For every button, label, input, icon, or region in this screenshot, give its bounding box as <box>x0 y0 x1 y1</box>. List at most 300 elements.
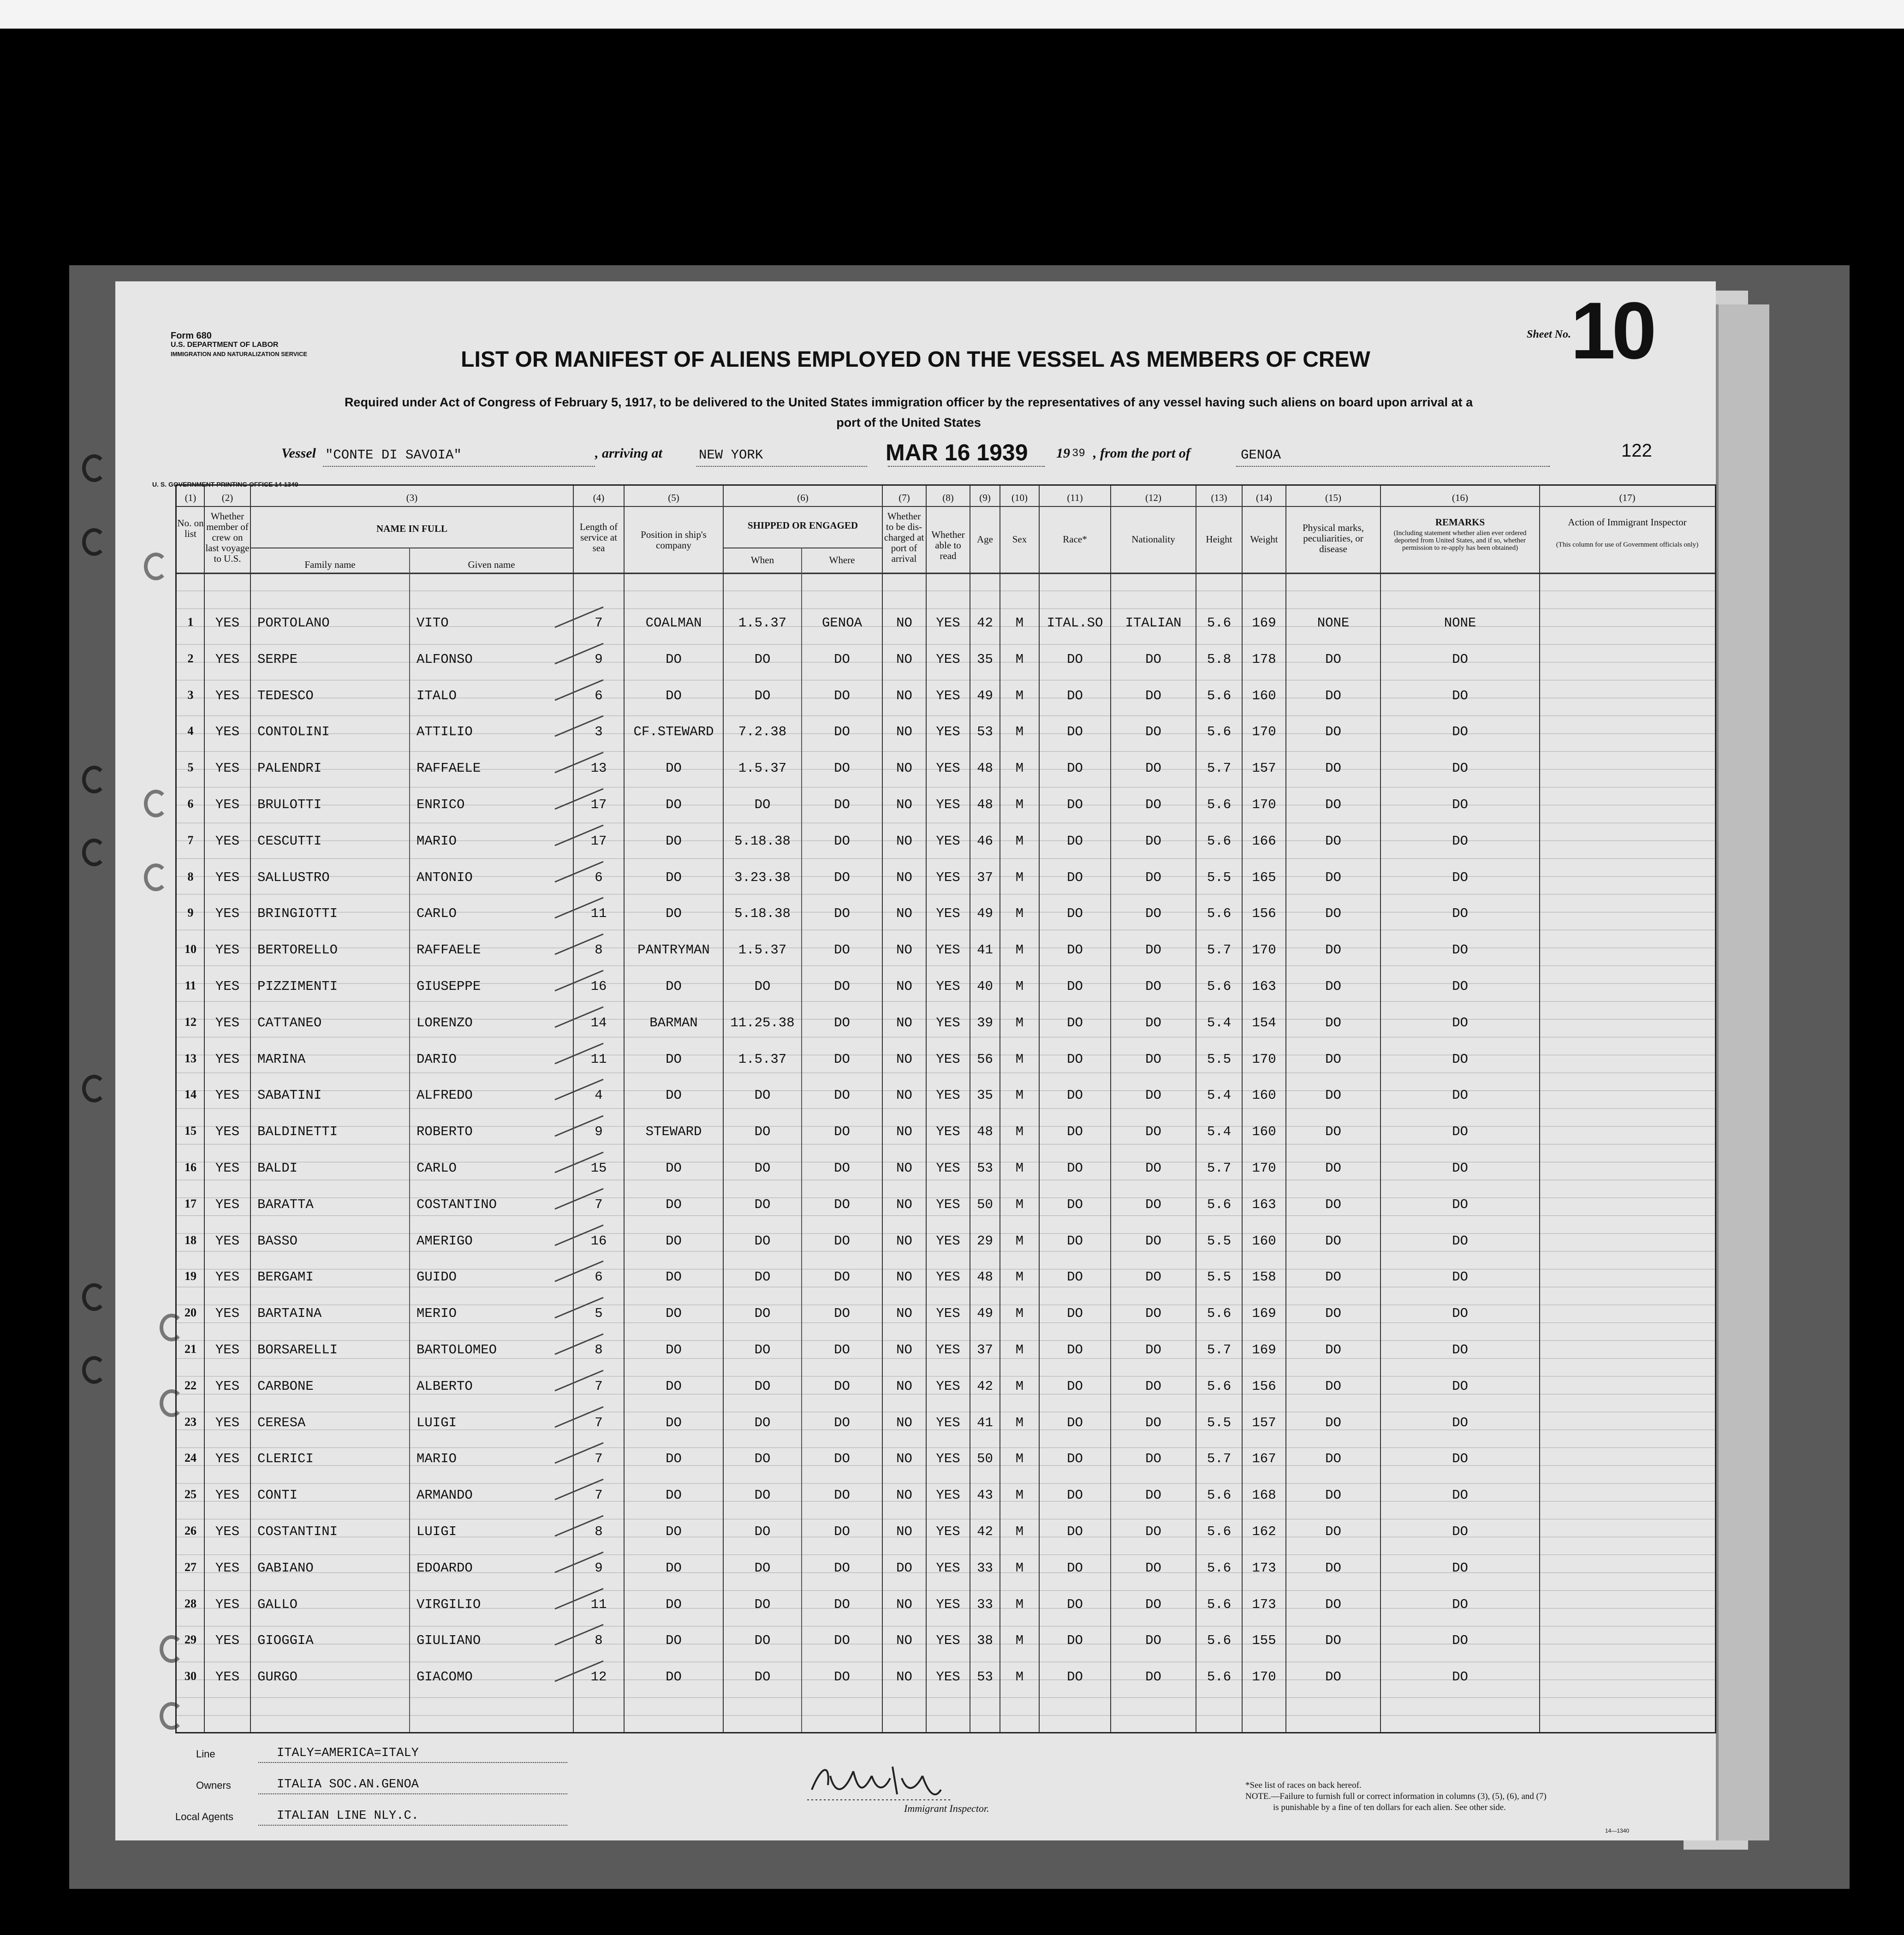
page-number: 122 <box>1621 441 1652 461</box>
table-cell: BASSO <box>257 1233 298 1249</box>
table-cell: YES <box>215 1633 240 1649</box>
table-cell: M <box>1015 1161 1024 1176</box>
table-cell: 33 <box>977 1560 993 1576</box>
table-cell: DO <box>1452 1197 1468 1212</box>
table-cell: M <box>1015 1124 1024 1140</box>
table-cell: DO <box>754 1560 771 1576</box>
table-cell: YES <box>215 1342 240 1357</box>
table-cell: DO <box>754 1415 771 1430</box>
table-cell: 5.6 <box>1207 833 1232 849</box>
table-cell: M <box>1015 1488 1024 1503</box>
check-mark <box>553 1113 608 1141</box>
table-cell: M <box>1015 1342 1024 1357</box>
check-mark <box>553 968 608 995</box>
table-cell: DO <box>1325 833 1341 849</box>
table-cell: ENRICO <box>416 797 465 812</box>
table-cell: YES <box>936 1378 960 1394</box>
table-cell: DO <box>1067 1233 1083 1249</box>
table-cell: NO <box>896 1161 912 1176</box>
table-cell: GABIANO <box>257 1560 314 1576</box>
table-cell: SABATINI <box>257 1088 322 1103</box>
table-cell: M <box>1015 724 1024 740</box>
col2-label: Whether member of crew on last voyage to U.S. <box>205 511 250 564</box>
table-cell: DO <box>1067 1197 1083 1212</box>
table-cell: YES <box>936 1197 960 1212</box>
table-cell: 169 <box>1252 1306 1276 1322</box>
table-cell: 5.7 <box>1207 1161 1232 1176</box>
table-cell: NO <box>896 869 912 885</box>
table-cell: DO <box>834 797 850 812</box>
table-cell: 170 <box>1252 942 1276 958</box>
table-cell: DO <box>1325 1596 1341 1612</box>
table-cell: DO <box>1067 869 1083 885</box>
table-cell: DO <box>1067 797 1083 812</box>
table-cell: 49 <box>977 688 993 703</box>
table-cell: 14 <box>184 1088 196 1101</box>
table-cell: 5.4 <box>1207 1088 1232 1103</box>
family-name-header: Family name <box>304 559 356 570</box>
table-cell: DO <box>834 1051 850 1067</box>
table-cell: CONTI <box>257 1488 298 1503</box>
table-cell: YES <box>215 724 240 740</box>
table-cell: M <box>1015 1015 1024 1030</box>
table-cell: DO <box>1145 1378 1161 1394</box>
table-cell: 16 <box>184 1161 196 1174</box>
table-cell: NO <box>896 1197 912 1212</box>
table-cell: 35 <box>977 1088 993 1103</box>
table-cell: 163 <box>1252 1197 1276 1212</box>
table-cell: CESCUTTI <box>257 833 322 849</box>
table-cell: DO <box>754 1633 771 1649</box>
table-cell: DO <box>754 1161 771 1176</box>
table-cell: M <box>1015 1669 1024 1685</box>
table-cell: 25 <box>184 1488 196 1501</box>
owners-label: Owners <box>196 1780 231 1791</box>
table-cell: DO <box>754 1197 771 1212</box>
table-cell: 21 <box>184 1342 196 1356</box>
table-cell: DO <box>666 833 682 849</box>
table-cell: BARTAINA <box>257 1306 322 1322</box>
table-cell: 28 <box>184 1596 196 1610</box>
table-cell: DO <box>1145 906 1161 922</box>
table-cell: 42 <box>977 1524 993 1539</box>
table-cell: 5 <box>595 1306 603 1322</box>
table-cell: DO <box>754 1306 771 1322</box>
table-cell: BRULOTTI <box>257 797 322 812</box>
year-typed: 39 <box>1072 447 1085 460</box>
table-cell: DO <box>1145 761 1161 776</box>
line-underline <box>258 1762 567 1763</box>
table-cell: DO <box>1145 1051 1161 1067</box>
col11-num: (11) <box>1067 492 1083 503</box>
table-cell: DO <box>1452 1306 1468 1322</box>
table-cell: DO <box>1325 1015 1341 1030</box>
table-cell: NO <box>896 651 912 667</box>
table-cell: DO <box>1325 1161 1341 1176</box>
table-cell: 14 <box>590 1015 607 1030</box>
table-cell: 5.4 <box>1207 1124 1232 1140</box>
punch-hole <box>82 1283 106 1311</box>
table-cell: 5.6 <box>1207 1488 1232 1503</box>
punch-hole <box>82 1356 106 1384</box>
table-cell: DO <box>1325 1451 1341 1467</box>
table-cell: 7 <box>595 1378 603 1394</box>
table-cell: LUIGI <box>416 1524 457 1539</box>
table-cell: YES <box>936 1342 960 1357</box>
table-cell: DO <box>1067 761 1083 776</box>
check-mark <box>553 1368 608 1395</box>
table-cell: NO <box>896 1342 912 1357</box>
table-cell: YES <box>936 942 960 958</box>
table-cell: YES <box>215 1560 240 1576</box>
table-cell: YES <box>215 1233 240 1249</box>
table-cell: NO <box>896 724 912 740</box>
table-cell: BARMAN <box>649 1015 698 1030</box>
table-cell: NO <box>896 1596 912 1612</box>
check-mark <box>553 1658 608 1686</box>
table-cell: DO <box>1325 1415 1341 1430</box>
page-subtitle <box>198 392 1619 433</box>
table-cell: NO <box>896 1233 912 1249</box>
check-mark <box>553 1077 608 1104</box>
table-cell: BORSARELLI <box>257 1342 338 1357</box>
table-cell: DO <box>1067 1524 1083 1539</box>
table-cell: 6 <box>595 869 603 885</box>
check-mark <box>553 1258 608 1286</box>
table-cell: DO <box>834 688 850 703</box>
table-cell: DO <box>1325 1306 1341 1322</box>
check-mark <box>553 1041 608 1068</box>
check-mark <box>553 1004 608 1032</box>
table-cell: DO <box>1452 1269 1468 1285</box>
table-cell: COALMAN <box>645 615 702 631</box>
punch-hole <box>144 790 168 817</box>
table-cell: 5.18.38 <box>734 833 791 849</box>
table-cell: DO <box>1145 1488 1161 1503</box>
table-cell: YES <box>215 651 240 667</box>
table-cell: DO <box>1067 1451 1083 1467</box>
col9-label: Age <box>977 534 993 545</box>
vessel-name: "CONTE DI SAVOIA" <box>325 447 462 463</box>
table-cell: 16 <box>590 1233 607 1249</box>
table-cell: COSTANTINO <box>416 1197 497 1212</box>
table-cell: DO <box>1067 1415 1083 1430</box>
table-cell: DO <box>1452 1415 1468 1430</box>
col8-label: Whether able to read <box>931 529 965 561</box>
table-cell: M <box>1015 979 1024 994</box>
table-cell: DO <box>1325 1524 1341 1539</box>
table-cell: DO <box>896 1560 912 1576</box>
table-cell: DO <box>1325 1669 1341 1685</box>
table-cell: 11 <box>590 1596 607 1612</box>
table-cell: M <box>1015 1633 1024 1649</box>
table-cell: DO <box>1325 869 1341 885</box>
table-cell: 7 <box>595 1451 603 1467</box>
table-cell: ALFONSO <box>416 651 473 667</box>
table-cell: DO <box>1145 724 1161 740</box>
table-cell: CONTOLINI <box>257 724 330 740</box>
table-cell: DO <box>754 1378 771 1394</box>
check-mark <box>553 1440 608 1468</box>
table-cell: DO <box>666 1233 682 1249</box>
table-cell: YES <box>936 1415 960 1430</box>
table-cell: 12 <box>184 1015 196 1029</box>
table-cell: 7 <box>187 833 194 847</box>
table-cell: 3 <box>187 688 194 702</box>
table-cell: YES <box>936 1015 960 1030</box>
table-cell: TEDESCO <box>257 688 314 703</box>
table-cell: NO <box>896 1269 912 1285</box>
table-cell: YES <box>936 1451 960 1467</box>
check-mark <box>553 1622 608 1649</box>
table-cell: DO <box>1067 1488 1083 1503</box>
year-printed: 19 <box>1056 446 1070 461</box>
table-cell: 49 <box>977 906 993 922</box>
table-cell: 5 <box>187 761 194 774</box>
subtitle-line-2: port of the United States <box>836 416 981 429</box>
table-cell: DO <box>1325 979 1341 994</box>
table-cell: DO <box>666 1342 682 1357</box>
table-cell: 13 <box>184 1051 196 1065</box>
table-cell: 11 <box>184 979 196 992</box>
col17-label: Action of Immigrant Inspector <box>1568 517 1687 528</box>
table-cell: BARATTA <box>257 1197 314 1212</box>
table-cell: DO <box>1325 651 1341 667</box>
table-cell: 170 <box>1252 1161 1276 1176</box>
table-cell: M <box>1015 906 1024 922</box>
table-cell: YES <box>215 979 240 994</box>
table-cell: 1.5.37 <box>738 761 787 776</box>
table-cell: YES <box>215 1197 240 1212</box>
check-mark <box>553 859 608 887</box>
punch-hole <box>82 839 106 866</box>
check-mark <box>553 1295 608 1322</box>
line-label: Line <box>196 1748 215 1760</box>
table-cell: YES <box>215 1415 240 1430</box>
table-cell: DO <box>1452 1596 1468 1612</box>
table-cell: DO <box>1145 1560 1161 1576</box>
table-cell: DO <box>1145 869 1161 885</box>
table-cell: 160 <box>1252 688 1276 703</box>
line-value: ITALY=AMERICA=ITALY <box>277 1746 419 1760</box>
col2-num: (2) <box>221 492 233 503</box>
printing-office: U. S. GOVERNMENT PRINTING OFFICE 14-1340 <box>152 481 298 488</box>
races-note: *See list of races on back hereof. <box>1245 1780 1362 1790</box>
fine-note-line-2: is punishable by a fine of ten dollars for each alien. See other side. <box>1273 1803 1506 1812</box>
table-cell: M <box>1015 797 1024 812</box>
table-cell: 173 <box>1252 1596 1276 1612</box>
table-cell: 5.6 <box>1207 1560 1232 1576</box>
table-cell: 20 <box>184 1306 196 1320</box>
check-mark <box>553 604 608 632</box>
check-mark <box>553 786 608 814</box>
table-cell: DO <box>1067 1342 1083 1357</box>
table-cell: M <box>1015 1051 1024 1067</box>
table-cell: 5.5 <box>1207 1233 1232 1249</box>
col13-num: (13) <box>1211 492 1227 503</box>
table-cell: DO <box>1145 1451 1161 1467</box>
table-cell: 160 <box>1252 1124 1276 1140</box>
table-cell: STEWARD <box>645 1124 702 1140</box>
col17-num: (17) <box>1619 492 1636 503</box>
table-cell: DO <box>666 1669 682 1685</box>
table-cell: YES <box>936 1524 960 1539</box>
table-cell: YES <box>215 1051 240 1067</box>
table-cell: DO <box>1145 688 1161 703</box>
table-cell: DO <box>1067 979 1083 994</box>
table-cell: 5.4 <box>1207 1015 1232 1030</box>
table-cell: 48 <box>977 1124 993 1140</box>
inspector-label: Immigrant Inspector. <box>904 1803 989 1814</box>
table-cell: DO <box>754 979 771 994</box>
table-cell: DO <box>1325 1051 1341 1067</box>
table-cell: BERGAMI <box>257 1269 314 1285</box>
table-cell: PALENDRI <box>257 761 322 776</box>
table-cell: DO <box>834 1669 850 1685</box>
table-cell: 15 <box>184 1124 196 1138</box>
table-cell: CLERICI <box>257 1451 314 1467</box>
table-cell: 5.6 <box>1207 1306 1232 1322</box>
table-cell: DO <box>666 1415 682 1430</box>
table-cell: DO <box>666 1051 682 1067</box>
table-cell: DO <box>1067 1124 1083 1140</box>
table-cell: DO <box>754 1451 771 1467</box>
owners-value: ITALIA SOC.AN.GENOA <box>277 1778 419 1792</box>
table-cell: DO <box>834 1015 850 1030</box>
table-cell: 5.6 <box>1207 906 1232 922</box>
table-cell: DO <box>1145 1269 1161 1285</box>
table-cell: 5.7 <box>1207 761 1232 776</box>
date-underline <box>888 466 1045 467</box>
table-cell: CERESA <box>257 1415 306 1430</box>
table-cell: M <box>1015 1560 1024 1576</box>
table-cell: DO <box>1067 1378 1083 1394</box>
table-cell: DO <box>1452 1524 1468 1539</box>
fine-note-line-1: NOTE.—Failure to furnish full or correct information in columns (3), (5), (6), and (7) <box>1245 1792 1547 1801</box>
given-name-header: Given name <box>468 559 515 570</box>
table-cell: 5.6 <box>1207 615 1232 631</box>
table-cell: DO <box>1145 1342 1161 1357</box>
table-cell: 166 <box>1252 833 1276 849</box>
table-cell: GURGO <box>257 1669 298 1685</box>
table-cell: DO <box>754 1524 771 1539</box>
table-cell: 157 <box>1252 1415 1276 1430</box>
table-cell: GIACOMO <box>416 1669 473 1685</box>
table-cell: DO <box>666 1596 682 1612</box>
table-cell: CARLO <box>416 906 457 922</box>
table-cell: 43 <box>977 1488 993 1503</box>
table-cell: DO <box>754 1233 771 1249</box>
table-cell: DO <box>834 906 850 922</box>
table-cell: 4 <box>595 1088 603 1103</box>
table-cell: 48 <box>977 1269 993 1285</box>
table-cell: DO <box>834 1560 850 1576</box>
table-cell: NO <box>896 1633 912 1649</box>
subtitle-line-1: Required under Act of Congress of February 5, 1917, to be delivered to the United States immigration officer by the representatives of any vessel having such aliens on board upon arrival at a <box>344 395 1473 409</box>
check-mark <box>553 1331 608 1359</box>
vessel-label: Vessel <box>281 446 316 461</box>
table-cell: 5.6 <box>1207 979 1232 994</box>
punch-hole <box>82 766 106 793</box>
table-cell: DO <box>666 761 682 776</box>
owners-underline <box>258 1793 567 1794</box>
table-cell: MERIO <box>416 1306 457 1322</box>
table-cell: GALLO <box>257 1596 298 1612</box>
col12-num: (12) <box>1145 492 1161 503</box>
arriving-label: , arriving at <box>595 446 662 461</box>
table-cell: 7 <box>595 1415 603 1430</box>
table-cell: ALBERTO <box>416 1378 473 1394</box>
departure-port: GENOA <box>1241 447 1281 463</box>
table-cell: DO <box>754 1669 771 1685</box>
table-cell: DO <box>666 1633 682 1649</box>
table-cell: DO <box>1325 1124 1341 1140</box>
col16-num: (16) <box>1452 492 1468 503</box>
table-cell: 170 <box>1252 1051 1276 1067</box>
sheet-number: 10 <box>1571 286 1653 376</box>
table-cell: DO <box>754 1342 771 1357</box>
table-cell: YES <box>215 1524 240 1539</box>
table-cell: DO <box>666 869 682 885</box>
table-cell: M <box>1015 688 1024 703</box>
table-cell: DO <box>834 833 850 849</box>
table-cell: DO <box>754 1269 771 1285</box>
table-cell: DO <box>1145 1415 1161 1430</box>
table-cell: YES <box>936 688 960 703</box>
table-cell: 53 <box>977 1161 993 1176</box>
table-cell: 165 <box>1252 869 1276 885</box>
agents-underline <box>258 1825 567 1826</box>
table-cell: DO <box>834 1088 850 1103</box>
table-cell: M <box>1015 1378 1024 1394</box>
table-cell: YES <box>215 1488 240 1503</box>
table-cell: GIULIANO <box>416 1633 481 1649</box>
table-cell: 5.6 <box>1207 724 1232 740</box>
table-cell: DO <box>666 1451 682 1467</box>
table-cell: DO <box>834 1596 850 1612</box>
table-cell: NO <box>896 688 912 703</box>
table-cell: 48 <box>977 797 993 812</box>
table-cell: 17 <box>590 797 607 812</box>
table-cell: 160 <box>1252 1088 1276 1103</box>
col5-label: Position in ship's company <box>641 529 707 551</box>
table-cell: NO <box>896 1524 912 1539</box>
table-cell: DO <box>1145 651 1161 667</box>
table-cell: DO <box>834 869 850 885</box>
col6-num: (6) <box>797 492 809 503</box>
check-mark <box>553 1222 608 1250</box>
table-cell: 29 <box>977 1233 993 1249</box>
table-cell: ALFREDO <box>416 1088 473 1103</box>
table-cell: NONE <box>1317 615 1350 631</box>
table-cell: M <box>1015 1269 1024 1285</box>
check-mark <box>553 1513 608 1541</box>
table-cell: 42 <box>977 1378 993 1394</box>
table-cell: RAFFAELE <box>416 942 481 958</box>
table-cell: 53 <box>977 724 993 740</box>
col3-num: (3) <box>406 492 418 503</box>
table-cell: SERPE <box>257 651 298 667</box>
table-cell: DARIO <box>416 1051 457 1067</box>
table-cell: 170 <box>1252 797 1276 812</box>
table-cell: DO <box>1325 1488 1341 1503</box>
table-cell: M <box>1015 1197 1024 1212</box>
table-cell: DO <box>834 651 850 667</box>
check-mark <box>553 931 608 959</box>
punch-hole <box>144 553 168 580</box>
col14-label: Weight <box>1250 534 1278 545</box>
table-cell: 6 <box>595 1269 603 1285</box>
